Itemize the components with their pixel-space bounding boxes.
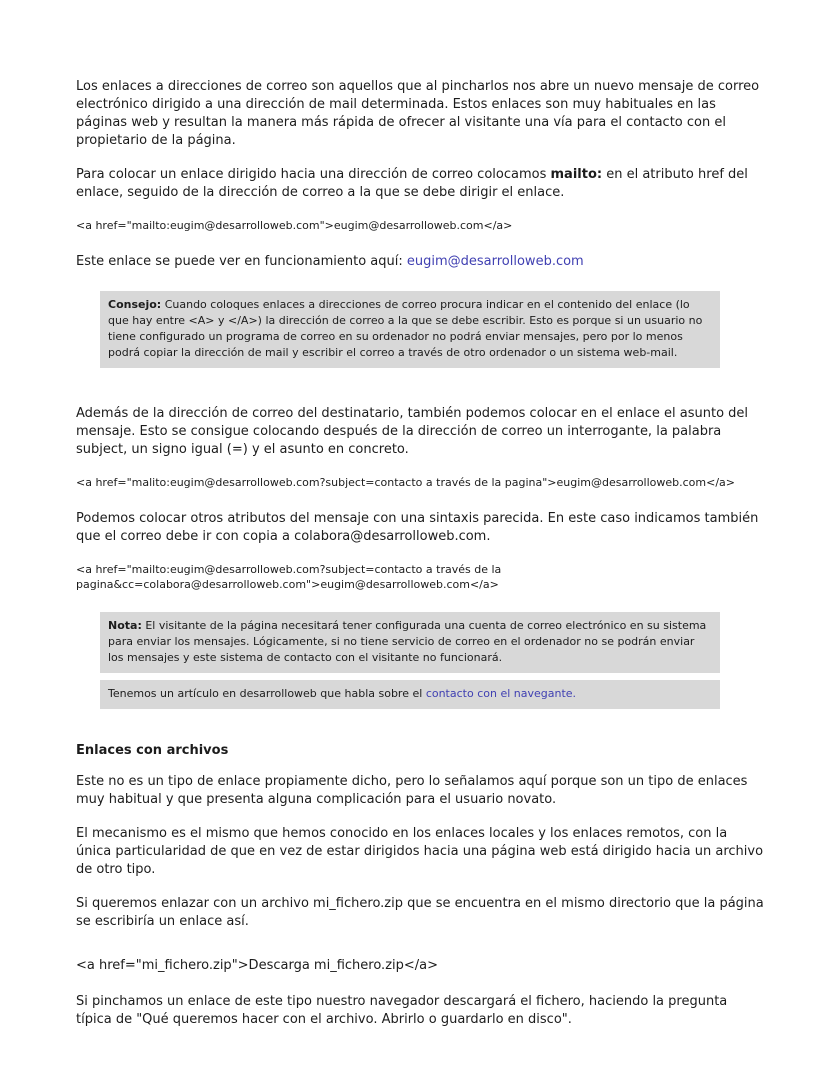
code-snippet-mailto: <a href="mailto:eugim@desarrolloweb.com">eugim@desarrolloweb.com</a> [76,219,513,232]
consejo-box [100,291,720,368]
email-example-link[interactable]: eugim@desarrolloweb.com [406,254,584,269]
paragraph-mailto-explain [76,166,766,202]
nota-label: Nota: [108,619,142,632]
paragraph-intro: Los enlaces a direcciones de correo son aquellos que al pincharlos nos abre un nuevo mensaje de correo electrónico dirigido a una dirección de mail determinada. Estos enlaces son muy habituales en las páginas web y resultan la manera más rápida de ofrecer al visitante una vía para el contacto con el propietario de la página. [76,79,760,148]
consejo-text: Cuando coloques enlaces a direcciones de correo procura indicar en el contenido del enlace (lo que hay entre <A> y </A>) la dirección de correo a la que se debe escribir. Esto es porque si un usuario no tiene configurado un programa de correo en su ordenador no podrá enviar mensajes, pero por lo menos podrá copiar la dirección de mail y escribir el correo a través de otro ordenador o un sistema web-mail. [108,298,703,359]
paragraph-subject-explain: Además de la dirección de correo del destinatario, también podemos colocar en el enlace el asunto del mensaje. Esto se consigue colocando después de la dirección de correo un interrogante, la palabra subject, un signo igual (=) y el asunto en concreto. [76,406,749,457]
paragraph-cc-explain: Podemos colocar otros atributos del mensaje con una sintaxis parecida. En este caso indicamos también que el correo debe ir con copia a colabora@desarrolloweb.com. [76,511,759,544]
live-example-text: Este enlace se puede ver en funcionamiento aquí: [76,254,407,269]
paragraph-live-example [76,253,766,271]
nota-text: El visitante de la página necesitará tener configurada una cuenta de correo electrónico en su sistema para enviar los mensajes. Lógicamente, si no tiene servicio de correo en el ordenador no se podrán enviar los mensajes y este sistema de contacto con el visitante no funcionará. [108,619,707,664]
code-snippet-subject: <a href="malito:eugim@desarrolloweb.com?subject=contacto a través de la pagina">eugim@desarrolloweb.com</a> [76,476,736,489]
code-snippet-file-download: <a href="mi_fichero.zip">Descarga mi_fichero.zip</a> [76,958,439,973]
nota-link-box [100,680,720,709]
contacto-navegante-link[interactable]: contacto con el navegante. [425,687,577,700]
section-heading-enlaces-con-archivos: Enlaces con archivos [76,743,229,758]
paragraph-file-links-intro: Este no es un tipo de enlace propiamente dicho, pero lo señalamos aquí porque son un tipo de enlaces muy habitual y que presenta alguna complicación para el usuario novato. [76,774,748,807]
consejo-label: Consejo: [108,298,162,311]
mailto-bold-keyword: mailto: [550,167,603,182]
paragraph-file-links-example-intro: Si queremos enlazar con un archivo mi_fichero.zip que se encuentra en el mismo directorio que la página se escribiría un enlace así. [76,896,764,929]
nota-link-text-before: Tenemos un artículo en desarrolloweb que habla sobre el [108,687,426,700]
paragraph-mailto-text-before: Para colocar un enlace dirigido hacia una dirección de correo colocamos [76,167,551,182]
nota-box [100,612,720,673]
paragraph-mailto-text-after: en el atributo href del enlace, seguido de la dirección de correo a la que se debe dirigir el enlace. [76,167,748,200]
paragraph-file-links-mechanism: El mecanismo es el mismo que hemos conocido en los enlaces locales y los enlaces remotos, con la única particularidad de que en vez de estar dirigidos hacia una página web está dirigido hacia un archivo de otro tipo. [76,826,764,877]
code-snippet-cc: <a href="mailto:eugim@desarrolloweb.com?subject=contacto a través de la pagina&cc=colabora@desarrolloweb.com">eugim@desarrolloweb.com</a> [76,563,502,591]
paragraph-file-links-download-behavior: Si pinchamos un enlace de este tipo nuestro navegador descargará el fichero, haciendo la pregunta típica de "Qué queremos hacer con el archivo. Abrirlo o guardarlo en disco". [76,994,728,1027]
